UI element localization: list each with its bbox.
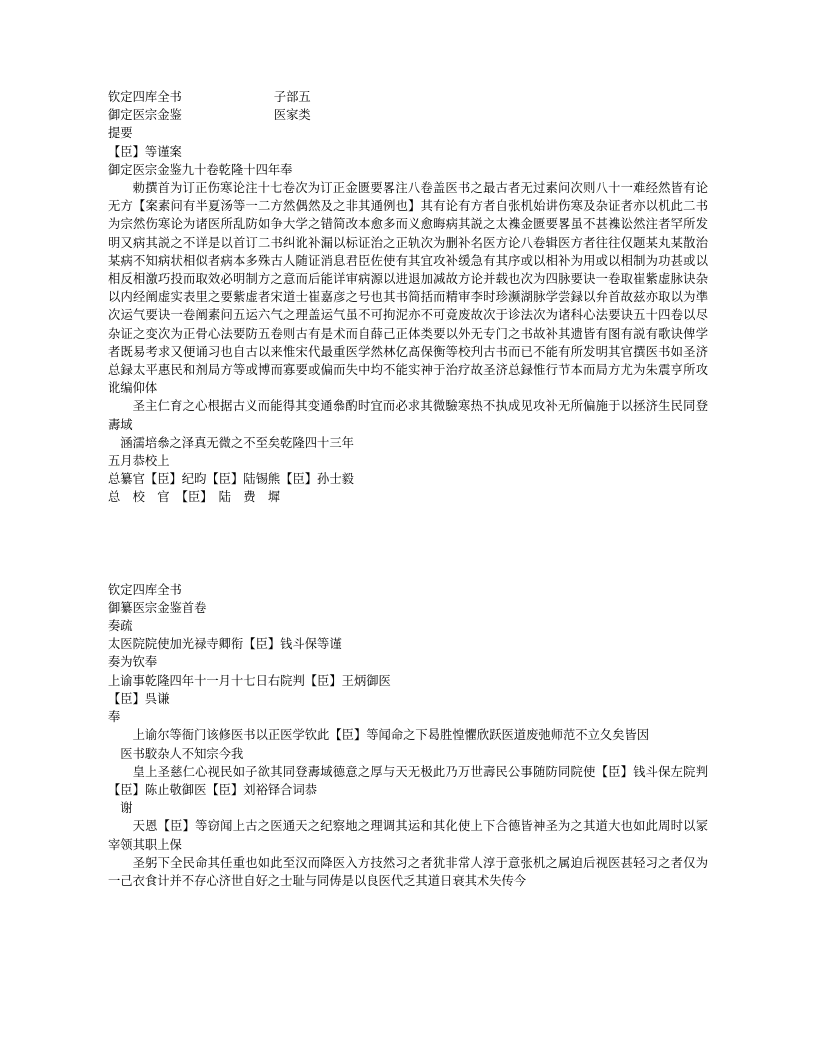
text-line: 御定医宗金鉴九十卷乾隆十四年奉 [108,162,293,177]
text-line: 御纂医宗金鉴首卷 [108,600,207,615]
text-paragraph: 天恩【臣】等窃闻上古之医通天之纪察地之理调其运和其化使上下合德皆神圣为之其道大也如此周时以冡宰领其职上保 [108,819,708,852]
text-line: 奏疏 [108,619,133,634]
text-line: 医书駮杂人不知宗今我 [120,746,244,761]
section-spacer [108,507,708,581]
tiyao-heading: 提要 [108,126,133,141]
text-line: 钦定四库全书 [108,582,182,597]
text-paragraph: 皇上圣慈仁心视民如子欲其同登夀域德意之厚与天无极此乃万世壽民公事随防同院使【臣】钱斗保左院判【臣】陈止敬御医【臣】刘裕铎合词恭 [108,764,708,797]
text-line: 奏为钦奉 [108,655,158,670]
text-line: 总纂官【臣】纪昀【臣】陆锡熊【臣】孙士毅 [108,472,354,487]
text-line: 谢 [120,801,133,816]
title-left: 钦定四库全书 [108,90,182,104]
title-right: 子部五 [273,90,311,104]
subtitle-line [108,106,708,124]
text-line: 奉 [108,710,121,725]
section-tiyao [108,88,708,507]
text-line: 五月恭校上 [108,454,170,469]
subtitle-left: 御定医宗金鉴 [108,108,182,123]
text-line: 【臣】呉谦 [108,691,170,706]
text-paragraph: 勅撰首为订正伤寒论注十七卷次为订正金匮要畧注八卷盖医书之最古者无过素问次则八十一难经然皆有论无方【案素问有半夏汤等一二方然偶然及之非其通例也】其有论有方者自张机始讲伤寒及杂证者亦以机此二书为宗然伤寒论为诸医所乱防如争大学之错简改本愈多而义愈晦病其説之太襍金匮要畧虽不甚襍讼然注者罕所发明又病其説之不详是以首订二书纠讹补漏以标证治之正轨次为删补名医方论八卷辑医方者往往仅题某丸某散治某病不知病状相似者病本多殊古人随证消息君臣佐使有其宜攻补缓急有其序或以相补为用或以相制为功甚或以相反相激巧投而取效必明制方之意而后能详审病源以进退加减故方论并载也次为四脉要诀一卷取崔紫虚脉诀杂以内经阐虚实表里之要紫虚者宋道士崔嘉彦之号也其书简括而精审李时珍濒湖脉学尝録以弁首故兹亦取以为凖次运气要诀一卷阐素问五运六气之理盖运气虽不可拘泥亦不可竟废故次于诊法次为诸科心法要诀五十四卷以尽杂证之变次为正骨心法要防五卷则古有是术而自薛己正体类要以外无专门之书故补其遗皆有图有説有歌诀俾学者既易考求又便诵习也自古以来惟宋代最重医学然林亿髙保衡等校刋古书而已不能有所发明其官撰医书如圣济总録太平惠民和剂局方等或博而寡要或偏而失中均不能实神于治疗故圣济总録惟行节本而局方尤为朱震亨所攻讹编仰体 [108,181,708,396]
text-line: 【臣】等谨案 [108,144,182,159]
text-paragraph: 圣主仁育之心根据古义而能得其变通叅酌时宜而必求其微驗寒热不执成见攻补无所偏施于以拯济生民同登夀域 [108,399,708,432]
text-line: 总 校 官 【臣】 陆 费 墀 [108,490,281,505]
section-zoushu [108,581,708,890]
text-line: 上谕事乾隆四年十一月十七日右院判【臣】王炳御医 [108,673,391,688]
document-content [108,88,708,890]
text-paragraph: 上谕尔等衙门该修医书以正医学钦此【臣】等闻命之下曷胜惶懼欣跃医道废弛师范不立夂矣皆因 [132,728,650,743]
subtitle-right: 医家类 [273,108,311,123]
text-line: 太医院院使加光禄寺卿衔【臣】钱斗保等谨 [108,637,342,652]
text-line: 涵濡培叅之泽真无微之不至矣乾隆四十三年 [120,435,354,450]
text-paragraph: 圣躬下全民命其任重也如此至汉而降医入方技然习之者犹非常人淳于意张机之属迫后视医甚轻习之者仅为一己衣食计并不存心济世自好之士耻与同俦是以良医代乏其道日衰其术失传今 [108,855,708,888]
title-line [108,88,708,106]
